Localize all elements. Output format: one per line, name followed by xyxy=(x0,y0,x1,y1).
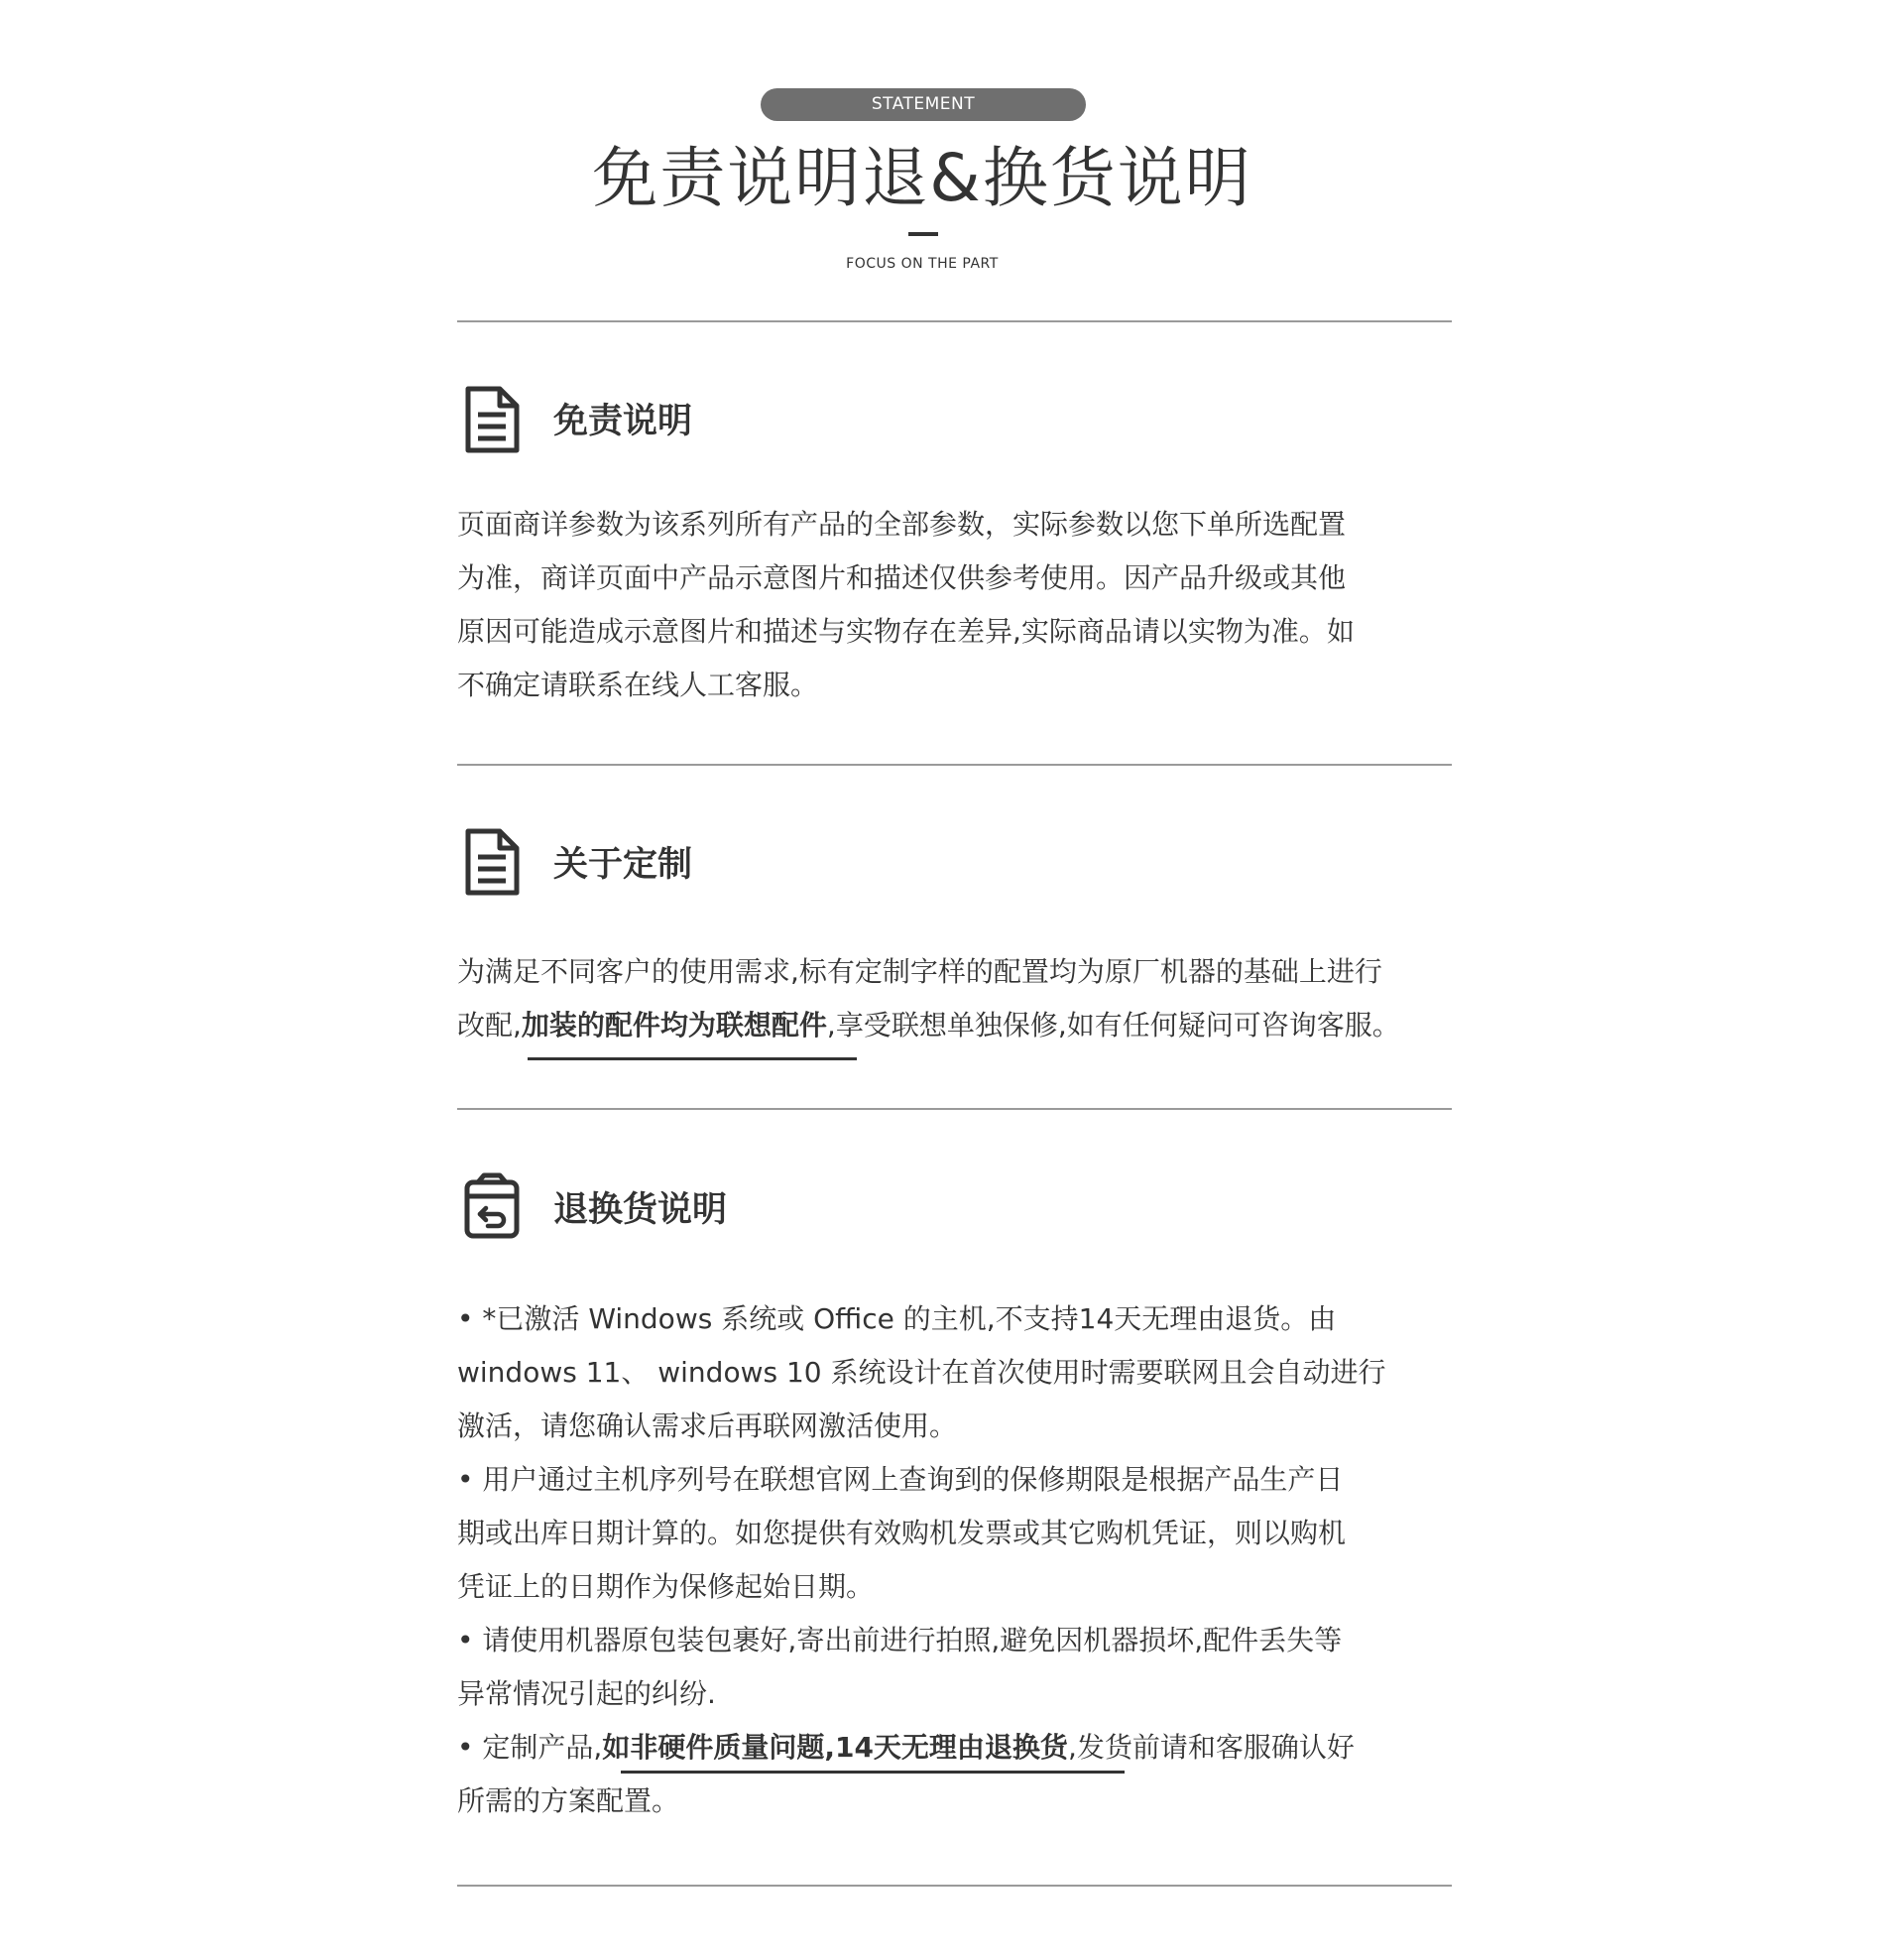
returns-text xyxy=(457,1292,1469,1828)
text-line: 为满足不同客户的使用需求,标有定制字样的配置均为原厂机器的基础上进行 xyxy=(457,955,1382,988)
text-line: 异常情况引起的纠纷. xyxy=(457,1677,716,1710)
return-box-icon xyxy=(462,1172,522,1242)
text-line: 不确定请联系在线人工客服。 xyxy=(457,669,819,701)
page-subtitle: FOCUS ON THE PART xyxy=(846,256,999,272)
section-title-returns: 退换货说明 xyxy=(553,1190,728,1230)
text-line: 为准，商详页面中产品示意图片和描述仅供参考使用。因产品升级或其他 xyxy=(457,561,1347,594)
customization-text xyxy=(457,945,1479,1052)
divider xyxy=(457,1108,1452,1110)
text-run: • 定制产品, xyxy=(457,1731,603,1764)
text-line: 凭证上的日期作为保修起始日期。 xyxy=(457,1570,875,1603)
disclaimer-text xyxy=(457,498,1469,712)
text-line: 激活，请您确认需求后再联网激活使用。 xyxy=(457,1409,958,1442)
text-line: 原因可能造成示意图片和描述与实物存在差异,实际商品请以实物为准。如 xyxy=(457,615,1355,648)
text-line: • 用户通过主机序列号在联想官网上查询到的保修期限是根据产品生产日 xyxy=(457,1463,1344,1496)
text-line: 期或出库日期计算的。如您提供有效购机发票或其它购机凭证，则以购机 xyxy=(457,1517,1347,1549)
highlight-underline xyxy=(528,1057,857,1060)
text-line: • 请使用机器原包装包裹好,寄出前进行拍照,避免因机器损坏,配件丢失等 xyxy=(457,1624,1343,1656)
divider xyxy=(457,764,1452,766)
section-title-disclaimer: 免责说明 xyxy=(553,402,693,441)
highlighted-text: 如非硬件质量问题,14天无理由退换货 xyxy=(602,1731,1068,1764)
document-icon xyxy=(462,827,522,897)
text-line: 页面商详参数为该系列所有产品的全部参数，实际参数以您下单所选配置 xyxy=(457,508,1347,541)
document-icon xyxy=(462,385,522,454)
highlight-underline xyxy=(621,1771,1125,1774)
section-title-customization: 关于定制 xyxy=(553,845,693,885)
text-run: ,发货前请和客服确认好 xyxy=(1067,1731,1355,1764)
divider xyxy=(457,1885,1452,1887)
divider xyxy=(457,320,1452,322)
text-run: 改配, xyxy=(457,1009,522,1041)
title-divider xyxy=(908,232,938,236)
text-line: • *已激活 Windows 系统或 Office 的主机,不支持14天无理由退货。由 xyxy=(457,1302,1337,1335)
text-line: windows 11、 windows 10 系统设计在首次使用时需要联网且会自动进行 xyxy=(457,1356,1386,1389)
text-line xyxy=(457,1721,1469,1775)
statement-badge: STATEMENT xyxy=(761,88,1086,121)
text-line xyxy=(457,999,1479,1052)
text-run: ,享受联想单独保修,如有任何疑问可咨询客服。 xyxy=(826,1009,1400,1041)
highlighted-text: 加装的配件均为联想配件 xyxy=(521,1009,827,1041)
text-line: 所需的方案配置。 xyxy=(457,1784,680,1817)
page-title: 免责说明退&换货说明 xyxy=(592,140,1252,216)
